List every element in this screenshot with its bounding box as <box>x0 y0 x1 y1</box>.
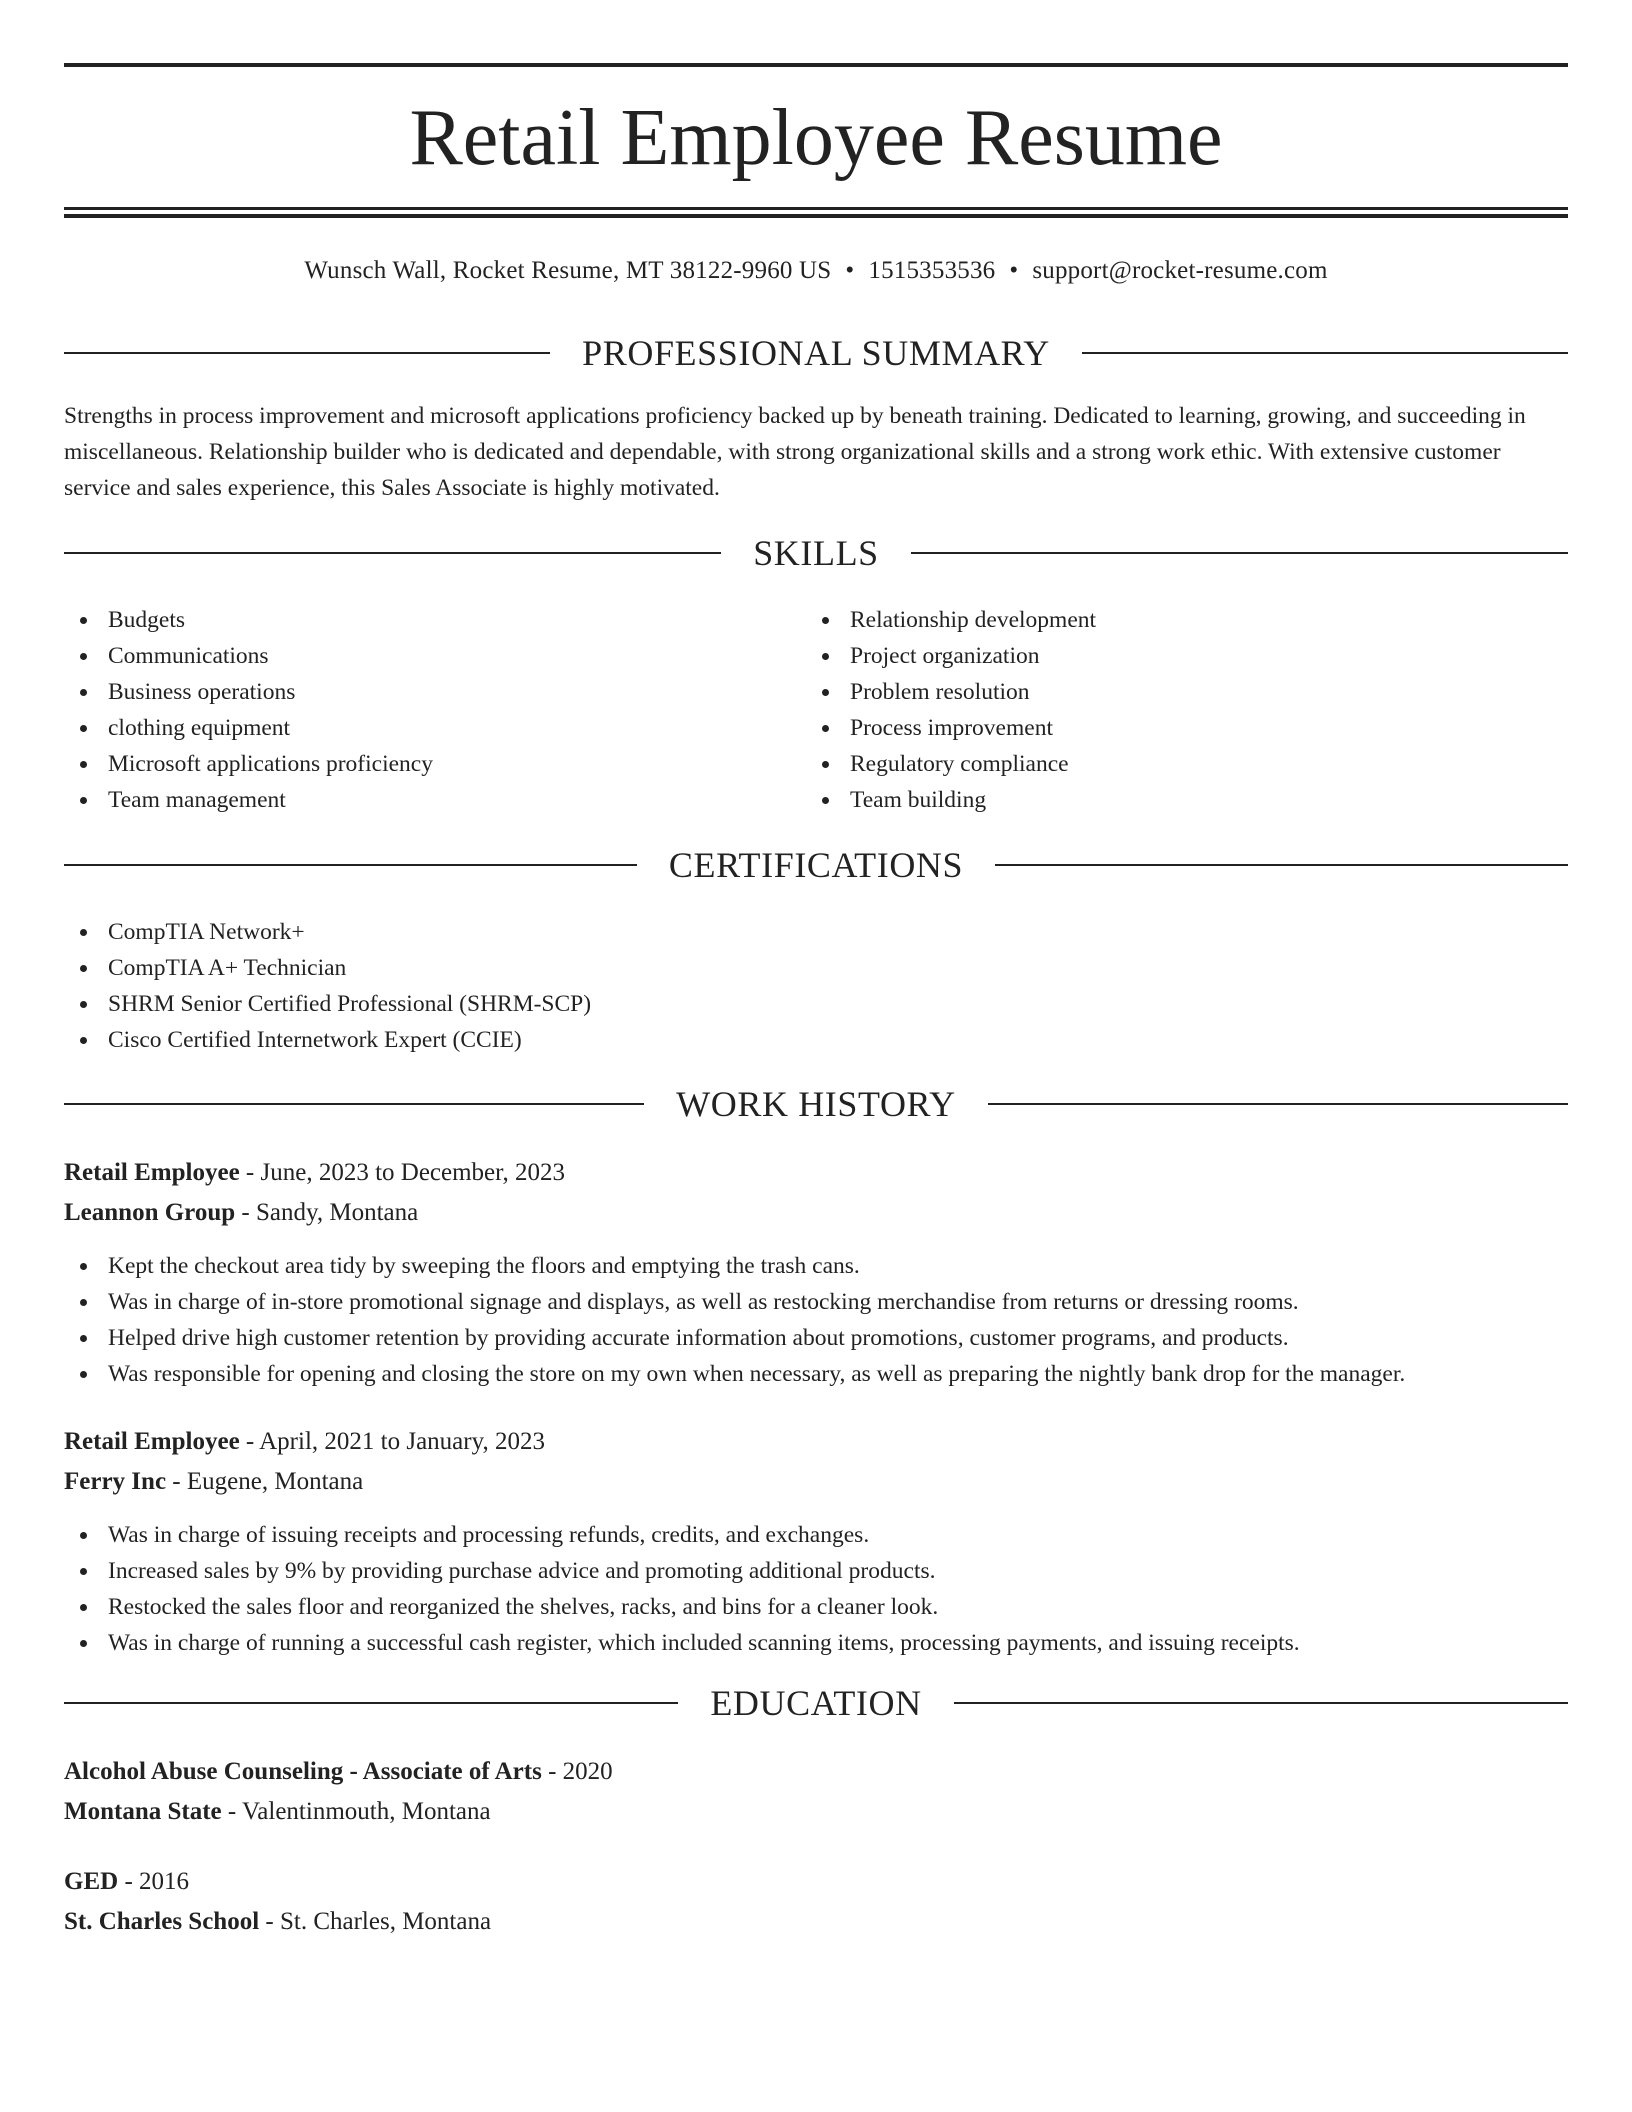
education-location: - Valentinmouth, Montana <box>221 1798 491 1825</box>
job-bullet: Was in charge of issuing receipts and processing refunds, credits, and exchanges. <box>64 1517 1568 1553</box>
title-double-rule <box>64 207 1568 218</box>
heading-rule <box>1082 352 1568 354</box>
education-entry <box>64 1862 1568 1942</box>
summary-heading <box>64 330 1568 376</box>
contact-email: support@rocket-resume.com <box>1032 257 1328 284</box>
job-location: - Eugene, Montana <box>166 1468 364 1495</box>
education-location: - St. Charles, Montana <box>259 1908 492 1935</box>
skill-item: Microsoft applications proficiency <box>64 746 764 782</box>
skills-list-left <box>64 602 764 818</box>
certification-item: Cisco Certified Internetwork Expert (CCIE) <box>64 1022 1568 1058</box>
skill-item: Process improvement <box>806 710 1506 746</box>
summary-heading-label: PROFESSIONAL SUMMARY <box>582 333 1050 373</box>
job-bullet: Was responsible for opening and closing the store on my own when necessary, as well as preparing the nightly bank drop for the manager. <box>64 1356 1568 1392</box>
contact-separator: • <box>845 257 855 284</box>
skills-list-right <box>806 602 1506 818</box>
skill-item: Communications <box>64 638 764 674</box>
education-heading-label: EDUCATION <box>710 1683 922 1723</box>
job-bullet: Was in charge of running a successful cash register, which included scanning items, processing payments, and issuing receipts. <box>64 1625 1568 1661</box>
job-entry <box>64 1422 1568 1502</box>
education-year: - 2016 <box>118 1868 190 1895</box>
education-school: Montana State <box>64 1798 222 1825</box>
work-history-heading <box>64 1081 1568 1127</box>
heading-rule <box>954 1702 1568 1704</box>
job-title: Retail Employee <box>64 1428 240 1455</box>
work-history-heading-label: WORK HISTORY <box>676 1084 956 1124</box>
skill-item: Regulatory compliance <box>806 746 1506 782</box>
job-dates: - June, 2023 to December, 2023 <box>239 1159 565 1186</box>
contact-line <box>64 254 1568 288</box>
certifications-list <box>64 914 1568 1058</box>
skill-item: Problem resolution <box>806 674 1506 710</box>
skill-item: clothing equipment <box>64 710 764 746</box>
job-entry <box>64 1153 1568 1233</box>
certifications-heading-label: CERTIFICATIONS <box>668 845 964 885</box>
contact-address: Wunsch Wall, Rocket Resume, MT 38122-9960 US <box>304 257 832 284</box>
heading-rule <box>64 552 721 554</box>
education-school-line <box>64 1902 1568 1942</box>
job-bullet: Kept the checkout area tidy by sweeping the floors and emptying the trash cans. <box>64 1248 1568 1284</box>
education-school: St. Charles School <box>64 1908 260 1935</box>
job-bullet: Increased sales by 9% by providing purchase advice and promoting additional products. <box>64 1553 1568 1589</box>
job-company-line <box>64 1193 1568 1233</box>
job-bullets <box>64 1517 1568 1661</box>
page-title: Retail Employee Resume <box>409 94 1223 182</box>
job-location: - Sandy, Montana <box>235 1199 419 1226</box>
top-rule <box>64 63 1568 67</box>
job-title: Retail Employee <box>64 1159 240 1186</box>
skill-item: Budgets <box>64 602 764 638</box>
education-degree-line <box>64 1752 1568 1792</box>
heading-rule <box>64 864 637 866</box>
education-year: - 2020 <box>541 1758 613 1785</box>
job-bullets <box>64 1248 1568 1392</box>
education-entry <box>64 1752 1568 1832</box>
certifications-heading <box>64 842 1568 888</box>
heading-rule <box>995 864 1568 866</box>
job-bullet: Helped drive high customer retention by providing accurate information about promotions, customer programs, and products. <box>64 1320 1568 1356</box>
skill-item: Project organization <box>806 638 1506 674</box>
job-title-line <box>64 1422 1568 1462</box>
heading-rule <box>911 552 1568 554</box>
education-school-line <box>64 1792 1568 1832</box>
job-company: Leannon Group <box>64 1199 236 1226</box>
job-bullet: Restocked the sales floor and reorganized the shelves, racks, and bins for a cleaner look. <box>64 1589 1568 1625</box>
education-heading <box>64 1680 1568 1726</box>
certification-item: SHRM Senior Certified Professional (SHRM-SCP) <box>64 986 1568 1022</box>
education-degree: Alcohol Abuse Counseling - Associate of Arts <box>64 1758 542 1785</box>
education-degree-line <box>64 1862 1568 1902</box>
skill-item: Business operations <box>64 674 764 710</box>
skills-heading-label: SKILLS <box>753 533 879 573</box>
skill-item: Team management <box>64 782 764 818</box>
certification-item: CompTIA Network+ <box>64 914 1568 950</box>
heading-rule <box>64 352 550 354</box>
job-bullet: Was in charge of in-store promotional signage and displays, as well as restocking merchandise from returns or dressing rooms. <box>64 1284 1568 1320</box>
job-title-line <box>64 1153 1568 1193</box>
contact-separator: • <box>1009 257 1019 284</box>
education-degree: GED <box>64 1868 119 1895</box>
heading-rule <box>64 1702 678 1704</box>
skills-heading <box>64 530 1568 576</box>
heading-rule <box>64 1103 644 1105</box>
summary-text: Strengths in process improvement and microsoft applications proficiency backed up by beneath training. Dedicated to learning, growing, and succeeding in miscellaneous. Relationship builder who is dedicated and dependable, with strong organizational skills and a strong work ethic. With extensive customer service and sales experience, this Sales Associate is highly motivated. <box>64 403 1526 501</box>
contact-phone: 1515353536 <box>868 257 996 284</box>
job-company: Ferry Inc <box>64 1468 167 1495</box>
heading-rule <box>988 1103 1568 1105</box>
job-company-line <box>64 1462 1568 1502</box>
skill-item: Team building <box>806 782 1506 818</box>
job-dates: - April, 2021 to January, 2023 <box>239 1428 545 1455</box>
skill-item: Relationship development <box>806 602 1506 638</box>
certification-item: CompTIA A+ Technician <box>64 950 1568 986</box>
